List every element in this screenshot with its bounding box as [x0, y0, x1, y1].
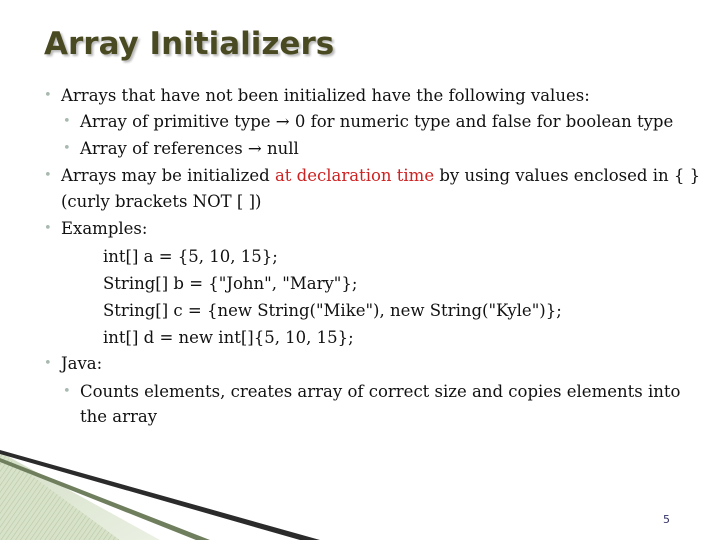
bullet-icon: •	[44, 88, 52, 103]
bullet-icon: •	[44, 356, 52, 371]
arrow-right-icon: →	[275, 112, 290, 131]
bullet-text-initialization: Arrays may be initialized at declaration time by using values enclosed in { }	[61, 166, 701, 185]
code-line: int[] a = {5, 10, 15};	[103, 247, 278, 266]
arrow-right-icon: →	[247, 139, 262, 158]
bullet-icon: •	[63, 141, 71, 156]
accent-text: at declaration time	[274, 166, 435, 185]
sub-bullet-references: Array of references → null	[80, 139, 299, 158]
corner-decoration	[0, 450, 320, 540]
code-line: int[] d = new int[]{5, 10, 15};	[103, 328, 354, 347]
bullet-text-initialization-line2: (curly brackets NOT [ ])	[61, 192, 262, 211]
bullet-icon: •	[63, 114, 71, 129]
bullet-icon: •	[44, 221, 52, 236]
sub-bullet-counts-line2: the array	[80, 407, 158, 426]
bullet-text-uninitialized: Arrays that have not been initialized have the following values:	[61, 86, 590, 105]
page-number: 5	[663, 513, 670, 526]
sub-bullet-primitive: Array of primitive type → 0 for numeric type and false for boolean type	[80, 112, 674, 131]
bullet-icon: •	[63, 384, 71, 399]
slide-title: Array Initializers	[44, 26, 335, 62]
code-line: String[] c = {new String("Mike"), new String("Kyle")};	[103, 301, 562, 320]
bullet-text-java: Java:	[61, 354, 103, 373]
sub-bullet-counts: Counts elements, creates array of correct size and copies elements into	[80, 382, 681, 401]
code-line: String[] b = {"John", "Mary"};	[103, 274, 358, 293]
bullet-text-examples: Examples:	[61, 219, 148, 238]
bullet-icon: •	[44, 168, 52, 183]
